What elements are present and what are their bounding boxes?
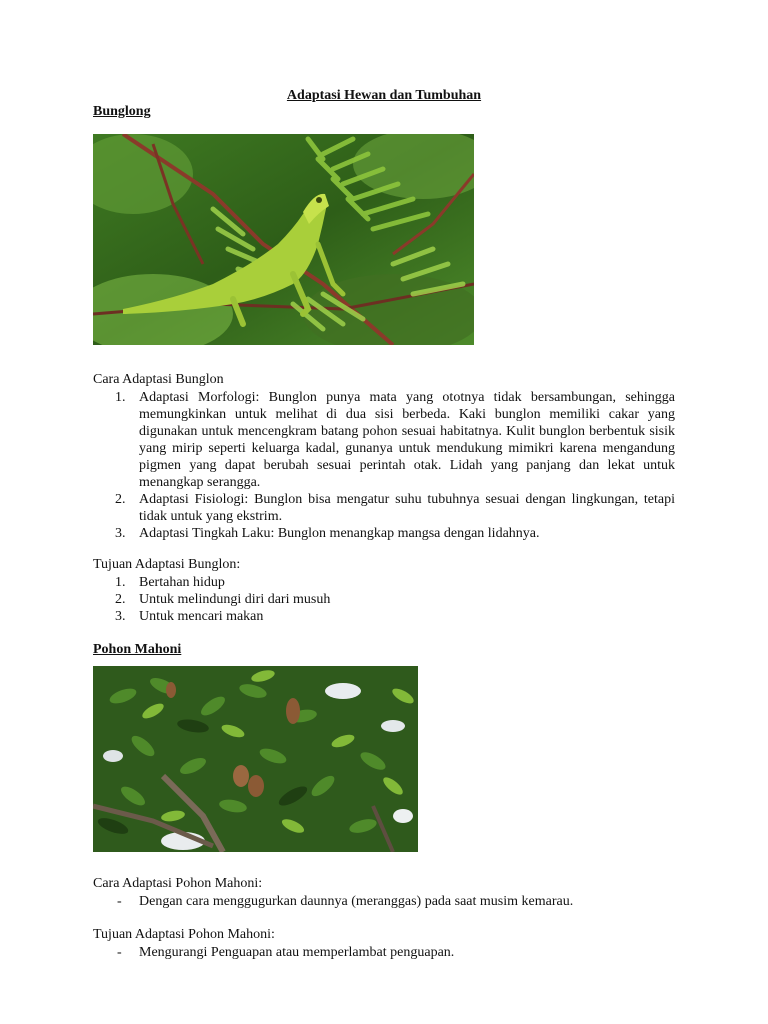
list-item-text: Mengurangi Penguapan atau memperlambat penguapan. (139, 945, 455, 960)
tujuan-adaptasi-bunglon-list (93, 574, 675, 625)
list-number: 2. (115, 492, 126, 507)
section-heading-bunglon: Bunglong (93, 104, 151, 119)
list-item (93, 491, 675, 525)
mahogany-tree-photo (93, 666, 418, 852)
tujuan-adaptasi-mahoni-label: Tujuan Adaptasi Pohon Mahoni: (93, 927, 275, 942)
section-heading-pohon-mahoni: Pohon Mahoni (93, 642, 182, 657)
list-item-text: Bertahan hidup (139, 575, 225, 590)
list-dash: - (117, 894, 122, 909)
list-item-text: Adaptasi Fisiologi: Bunglon bisa mengatur suhu tubuhnya sesuai dengan lingkungan, tetapi tidak untuk yang ekstrim. (139, 492, 675, 524)
list-number: 1. (115, 575, 126, 590)
list-item-text: Untuk melindungi diri dari musuh (139, 592, 331, 607)
tujuan-adaptasi-bunglon-label: Tujuan Adaptasi Bunglon: (93, 557, 241, 572)
list-number: 2. (115, 592, 126, 607)
cara-adaptasi-bunglon-list (93, 389, 675, 542)
list-item (93, 389, 675, 491)
page-title: Adaptasi Hewan dan Tumbuhan (286, 88, 482, 103)
list-number: 3. (115, 609, 126, 624)
cara-adaptasi-mahoni-list (93, 893, 675, 910)
cara-adaptasi-bunglon-label: Cara Adaptasi Bunglon (93, 372, 224, 387)
list-dash: - (117, 945, 122, 960)
list-item (93, 525, 675, 542)
list-item-text: Untuk mencari makan (139, 609, 264, 624)
list-item (93, 893, 675, 910)
list-item (93, 574, 675, 591)
mahogany-tree-photo-icon (93, 666, 418, 852)
cara-adaptasi-mahoni-label: Cara Adaptasi Pohon Mahoni: (93, 876, 263, 891)
list-number: 3. (115, 526, 126, 541)
list-item-text: Adaptasi Tingkah Laku: Bunglon menangkap mangsa dengan lidahnya. (139, 526, 540, 541)
list-item-text: Dengan cara menggugurkan daunnya (meranggas) pada saat musim kemarau. (139, 894, 574, 909)
list-item (93, 591, 675, 608)
chameleon-photo (93, 134, 474, 345)
list-item (93, 608, 675, 625)
list-number: 1. (115, 390, 126, 405)
chameleon-photo-icon (93, 134, 474, 345)
list-item (93, 944, 675, 961)
tujuan-adaptasi-mahoni-list (93, 944, 675, 961)
list-item-text: Adaptasi Morfologi: Bunglon punya mata yang ototnya tidak bersambungan, sehingga memungkinkan untuk melihat di dua sisi berbeda. Kaki bunglon memiliki cakar yang digunakan untuk mencengkram batang pohon sesuai habitatnya. Kulit bunglon berbentuk sisik yang mirip seperti keluarga kadal, gunanya untuk mendukung mimikri karena mengandung pigmen yang dapat berubah sesuai perintah otak. Lidah yang panjang dan lekat untuk menangkap serangga. (139, 390, 675, 490)
